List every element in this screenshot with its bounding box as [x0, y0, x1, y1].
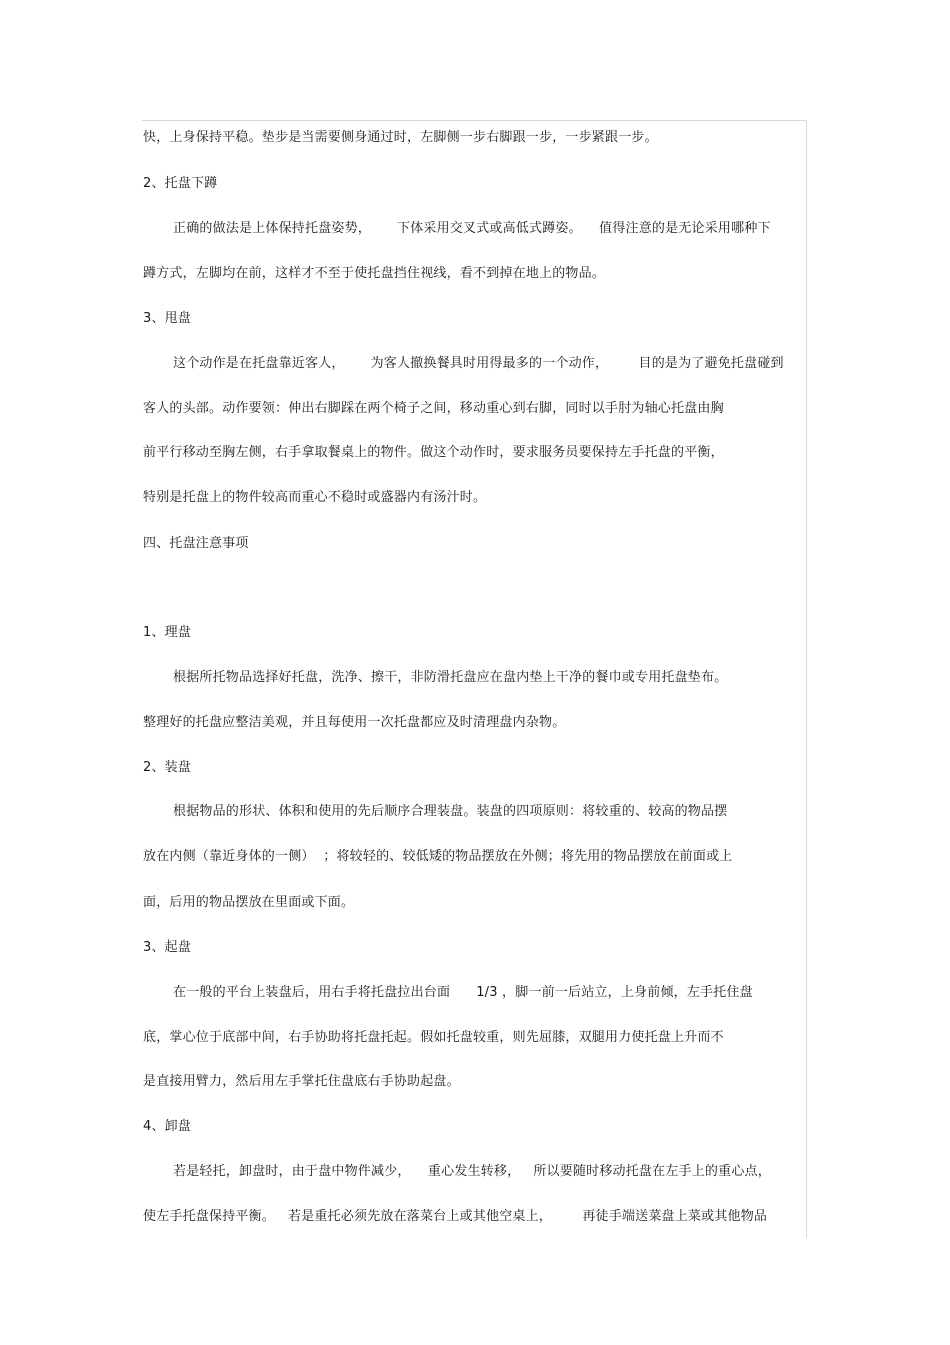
- body-text-line: 根据所托物品选择好托盘，洗净、擦干，非防滑托盘应在盘内垫上干净的餐巾或专用托盘垫布。: [173, 670, 728, 685]
- chapter-heading-tray-notes: 四、托盘注意事项: [143, 536, 249, 551]
- body-text-line: 蹲方式，左脚均在前，这样才不至于使托盘挡住视线，看不到掉在地上的物品。: [143, 266, 606, 281]
- body-text-line: 若是轻托，卸盘时，由于盘中物件减少， 重心发生转移， 所以要随时移动托盘在左手上的重心点，: [173, 1164, 771, 1179]
- body-text-line: 客人的头部。动作要领：伸出右脚踩在两个椅子之间，移动重心到右脚，同时以手肘为轴心托盘由胸: [143, 401, 724, 416]
- body-text-line: 整理好的托盘应整洁美观，并且每使用一次托盘都应及时清理盘内杂物。: [143, 715, 566, 730]
- section-heading-swing-tray: 3、甩盘: [143, 311, 192, 326]
- section-heading-unload-tray: 4、卸盘: [143, 1119, 192, 1134]
- body-text-line: 根据物品的形状、体积和使用的先后顺序合理装盘。装盘的四项原则：将较重的、较高的物品摆: [173, 804, 728, 819]
- section-heading-tray-squat: 2、托盘下蹲: [143, 176, 218, 191]
- body-text-line: 使左手托盘保持平衡。 若是重托必须先放在落菜台上或其他空桌上， 再徒手端送菜盘上菜或其他物品: [143, 1209, 768, 1224]
- body-text-line: 前平行移动至胸左侧，右手拿取餐桌上的物件。做这个动作时，要求服务员要保持左手托盘的平衡，: [143, 445, 724, 460]
- body-text-line: 是直接用臂力，然后用左手掌托住盘底右手协助起盘。: [143, 1074, 460, 1089]
- body-text-line: 快，上身保持平稳。垫步是当需要侧身通过时，左脚侧一步右脚跟一步，一步紧跟一步。: [143, 130, 658, 145]
- body-text-line: 放在内侧（靠近身体的一侧） ；将较轻的、较低矮的物品摆放在外侧；将先用的物品摆放在前面或上: [143, 849, 733, 864]
- body-text-line: 正确的做法是上体保持托盘姿势， 下体采用交叉式或高低式蹲姿。 值得注意的是无论采用哪种下: [173, 221, 771, 236]
- section-heading-lift-tray: 3、起盘: [143, 940, 192, 955]
- body-text-line: 底，掌心位于底部中间，右手协助将托盘托起。假如托盘较重，则先屈膝，双腿用力使托盘上升而不: [143, 1030, 724, 1045]
- body-text-line: 特别是托盘上的物件较高而重心不稳时或盛器内有汤汁时。: [143, 490, 487, 505]
- section-heading-load-tray: 2、装盘: [143, 760, 192, 775]
- section-heading-arrange-tray: 1、理盘: [143, 625, 192, 640]
- body-text-line: 在一般的平台上装盘后，用右手将托盘拉出台面 1/3 ，脚一前一后站立，上身前倾，左手托住盘: [173, 985, 753, 1000]
- body-text-line: 面，后用的物品摆放在里面或下面。: [143, 895, 355, 910]
- body-text-line: 这个动作是在托盘靠近客人， 为客人撤换餐具时用得最多的一个动作， 目的是为了避免托盘碰到: [173, 356, 784, 371]
